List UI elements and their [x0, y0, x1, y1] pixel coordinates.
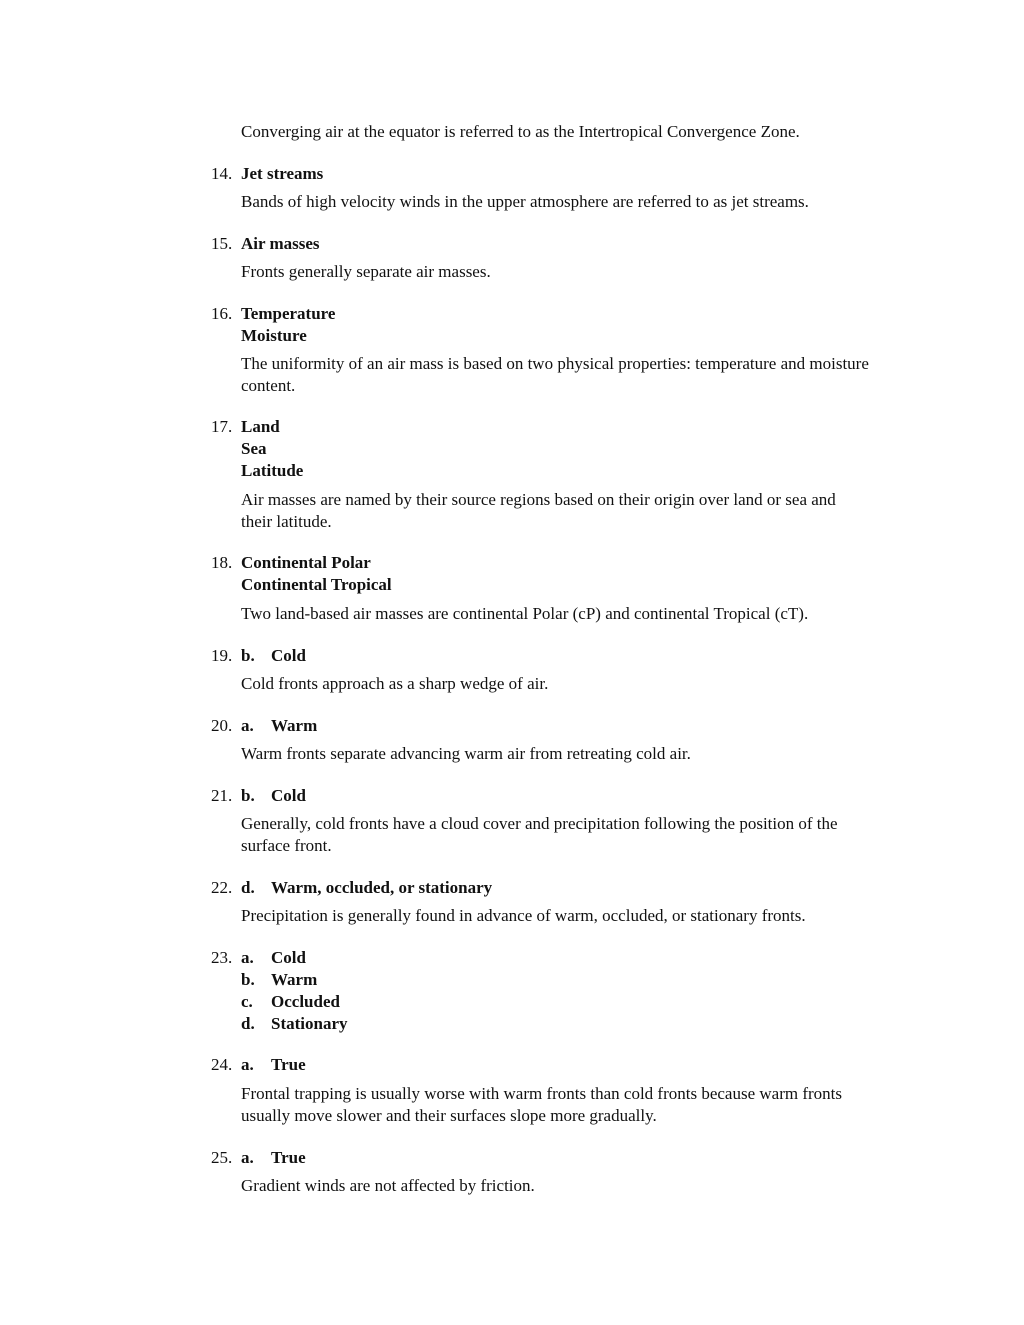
- item-explanation: Fronts generally separate air masses.: [241, 262, 491, 281]
- answer-list: [241, 1054, 306, 1076]
- answer-letter: a.: [241, 1148, 254, 1167]
- answer-list: [241, 416, 303, 482]
- answer-text: Warm, occluded, or stationary: [271, 878, 493, 897]
- item-explanation: Frontal trapping is usually worse with warm fronts than cold fronts because warm fronts usually move slower and their surfaces slope more gradually.: [241, 1084, 843, 1125]
- answer-letter: b.: [241, 646, 255, 665]
- item-explanation: Generally, cold fronts have a cloud cover and precipitation following the position of the surface front.: [241, 814, 838, 855]
- answer-letter: a.: [241, 716, 254, 735]
- answer-text: Occluded: [271, 992, 340, 1011]
- answer-text: Land: [241, 417, 280, 436]
- answer-letter: b.: [241, 786, 255, 805]
- answer-letter: a.: [241, 1055, 254, 1074]
- item-number: 21.: [211, 786, 233, 805]
- item-explanation: Cold fronts approach as a sharp wedge of air.: [241, 674, 549, 693]
- item-explanation: The uniformity of an air mass is based on two physical properties: temperature and moisture content.: [241, 354, 869, 395]
- answer-list: [241, 1147, 306, 1169]
- item-explanation: Precipitation is generally found in advance of warm, occluded, or stationary fronts.: [241, 906, 806, 925]
- item-explanation: Gradient winds are not affected by friction.: [241, 1176, 535, 1195]
- item-number: 17.: [211, 417, 233, 436]
- item-number: 15.: [211, 234, 233, 253]
- answer-text: Moisture: [241, 326, 307, 345]
- answer-letter: d.: [241, 878, 255, 897]
- answer-text: True: [271, 1148, 306, 1167]
- item-number: 25.: [211, 1148, 233, 1167]
- item-explanation: Two land-based air masses are continental Polar (cP) and continental Tropical (cT).: [241, 604, 809, 623]
- answer-text: Jet streams: [241, 164, 324, 183]
- answer-letter: c.: [241, 992, 253, 1011]
- answer-line: [241, 877, 492, 899]
- answer-line: [241, 991, 348, 1013]
- item-number: 20.: [211, 716, 233, 735]
- item-number: 14.: [211, 164, 233, 183]
- answer-line: [241, 715, 317, 737]
- answer-list: [241, 163, 323, 185]
- item-explanation: Bands of high velocity winds in the upper atmosphere are referred to as jet streams.: [241, 192, 809, 211]
- item-number: 23.: [211, 948, 233, 967]
- answer-text: Warm: [271, 716, 318, 735]
- answer-text: Stationary: [271, 1014, 348, 1033]
- answer-text: Latitude: [241, 461, 304, 480]
- item-explanation: Warm fronts separate advancing warm air from retreating cold air.: [241, 744, 691, 763]
- item-number: 19.: [211, 646, 233, 665]
- item-explanation: Air masses are named by their source regions based on their origin over land or sea and their latitude.: [241, 490, 836, 531]
- answer-text: Cold: [271, 646, 306, 665]
- answer-list: [241, 947, 348, 1035]
- answer-line: [241, 1013, 348, 1035]
- answer-list: [241, 877, 492, 899]
- item-number: 24.: [211, 1055, 233, 1074]
- answer-line: [241, 969, 348, 991]
- answer-text: Continental Tropical: [241, 575, 392, 594]
- answer-letter: a.: [241, 948, 254, 967]
- intro-explanation: Converging air at the equator is referred to as the Intertropical Convergence Zone.: [241, 122, 800, 141]
- answer-text: Air masses: [241, 234, 320, 253]
- item-number: 16.: [211, 304, 233, 323]
- answer-letter: d.: [241, 1014, 255, 1033]
- answer-list: [241, 303, 335, 347]
- item-number: 22.: [211, 878, 233, 897]
- answer-letter: b.: [241, 970, 255, 989]
- answer-text: True: [271, 1055, 306, 1074]
- answer-text: Sea: [241, 439, 267, 458]
- answer-text: Temperature: [241, 304, 336, 323]
- answer-line: [241, 785, 306, 807]
- answer-list: [241, 785, 306, 807]
- answer-text: Cold: [271, 786, 306, 805]
- answer-text: Cold: [271, 948, 306, 967]
- answer-line: [241, 1147, 306, 1169]
- answer-list: [241, 715, 317, 737]
- answer-text: Continental Polar: [241, 553, 371, 572]
- answer-list: [241, 552, 392, 596]
- answer-list: [241, 233, 320, 255]
- item-number: 18.: [211, 553, 233, 572]
- answer-line: [241, 1054, 306, 1076]
- answer-list: [241, 645, 306, 667]
- answer-line: [241, 645, 306, 667]
- answer-text: Warm: [271, 970, 318, 989]
- answer-line: [241, 947, 348, 969]
